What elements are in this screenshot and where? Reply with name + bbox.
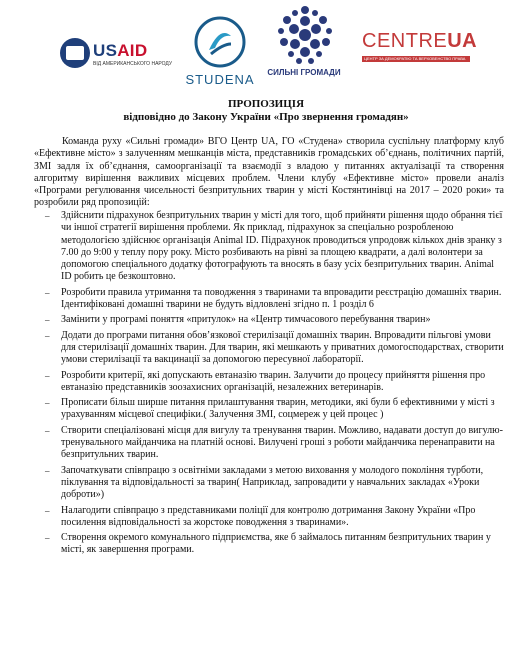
list-item: – Створення окремого комунального підприємства, яке б займалось питанням безпритульних тварин у місті, як завершення програми. [45, 532, 491, 556]
bullet-icon: – [45, 533, 50, 544]
list-item: – Створити спеціалізовані місця для вигулу та тренування тварин. Можливо, надавати доступ до вигулю-тренувального майданчика на платній основі. Вилучені гроші з роботи майданчика перенаправити на безпритульних тварин. [45, 424, 503, 461]
usaid-subtitle: ВІД АМЕРИКАНСЬКОГО НАРОДУ [93, 61, 173, 67]
bullet-icon: – [45, 315, 50, 326]
bullet-icon: – [45, 370, 50, 381]
bullet-icon: – [45, 211, 50, 221]
bullet-icon: – [45, 330, 50, 341]
bullet-icon: – [45, 398, 50, 409]
proposal-list [34, 210, 504, 560]
bullet-icon: – [45, 465, 50, 476]
list-item: – Започаткувати співпрацю з освітніми закладами з метою виховання у молодого покоління турботи, піклування та відповідальності за тварин( Наприклад, запровадити у навчальних закладах «Уроки доброти») [45, 464, 484, 501]
document-subtitle: відповідно до Закону України «Про звернення громадян» [123, 111, 409, 123]
studena-logo [185, 14, 255, 94]
bullet-icon: – [45, 287, 50, 298]
list-item: – Розробити правила утримання та поводження з тваринами та впровадити реєстрацію домашніх тварин. Ідентифіковані домашні тварини не будуть відловлені згідно п. 1 розділ 6 [45, 286, 502, 311]
bullet-icon: – [45, 425, 50, 436]
list-item: – Розробити критерії, які допускають евтаназію тварин. Залучити до процесу прийняття рішення про евтаназію представників зоозахисних організацій, незалежних ветеринарів. [45, 369, 486, 393]
list-item: – Замінити у програмі поняття «притулок» на «Центр тимчасового перебування тварин» [45, 314, 431, 326]
centreua-subtitle: ЦЕНТР ЗА ДЕМОКРАТІЮ ТА ВЕРХОВЕНСТВО ПРАВА [364, 56, 466, 61]
hromady-wordmark: СИЛЬНІ ГРОМАДИ [267, 68, 341, 77]
usaid-wordmark: USAID [93, 41, 148, 60]
logo-band [0, 0, 532, 92]
intro-paragraph: Команда руху «Сильні громади» ВГО Центр UA, ГО «Студена» створила суспільну платформу клуб «Ефективне місто» з залученням мешканців міста, представників громадських об’єднань, політичних партій, ЗМІ задля їх об’єднання, самоорганізації та взаємодії з владою у питаннях актуалізації та створення алгоритму вирішення важливих місцевих проблем. Члени клубу «Ефективне місто» провели аналіз «Програми регулювання чисельності безпритульних тварин у місті Костянтинівці на 2017 – 2020 роки» та розробили ряд пропозицій: [34, 136, 504, 209]
list-item: – Здійснити підрахунок безпритульних тварин у місті для того, щоб прийняти рішення щодо обрання тієї чи іншої стратегії вирішення проблеми. Як приклад, підрахунок за спеціально розробленою методологією здійснює організація Animal ID. Підрахунок проводиться упродовж кількох днів зранку з 7.00 до 9:00 у теплу пору року. Місто розбивають на рівні за площею квадрати, а далі волонтери за допомогою спеціального додатку фотографують та вносять в базу усіх безпритульних тварин. Animal ID робить це безкоштовно. [45, 210, 503, 283]
list-item: – Налагодити співпрацю з представниками поліції для контролю дотримання Закону України «Про посилення відповідальності за жорстоке поводження з тваринами». [45, 504, 476, 528]
studena-emblem-icon [185, 14, 255, 72]
document-title: ПРОПОЗИЦІЯ [227, 98, 305, 110]
usaid-logo [60, 38, 180, 74]
centreua-wordmark: CENTREUA [362, 30, 478, 52]
list-item: – Додати до програми питання обов’язкової стерилізації домашніх тварин. Впровадити пільгові умови для стерилізації домашніх тварин. Для тварин, які мешкають у приватних домогосподарствах, створити умови стерилізації та вакцинації за допомогою пересувної лабораторії. [45, 329, 504, 366]
list-item: – Прописати більш ширше питання прилаштування тварин, методики, які були б ефективними у місті з урахуванням місцевої специфіки.( Залучення ЗМІ, соцмереж у цей процес ) [45, 397, 495, 421]
studena-wordmark: STUDENA [185, 72, 255, 87]
hromady-dots-emblem-icon [262, 2, 348, 68]
hromady-logo [262, 2, 348, 88]
usaid-seal-icon [60, 38, 90, 68]
centreua-logo [362, 30, 478, 70]
bullet-icon: – [45, 505, 50, 516]
